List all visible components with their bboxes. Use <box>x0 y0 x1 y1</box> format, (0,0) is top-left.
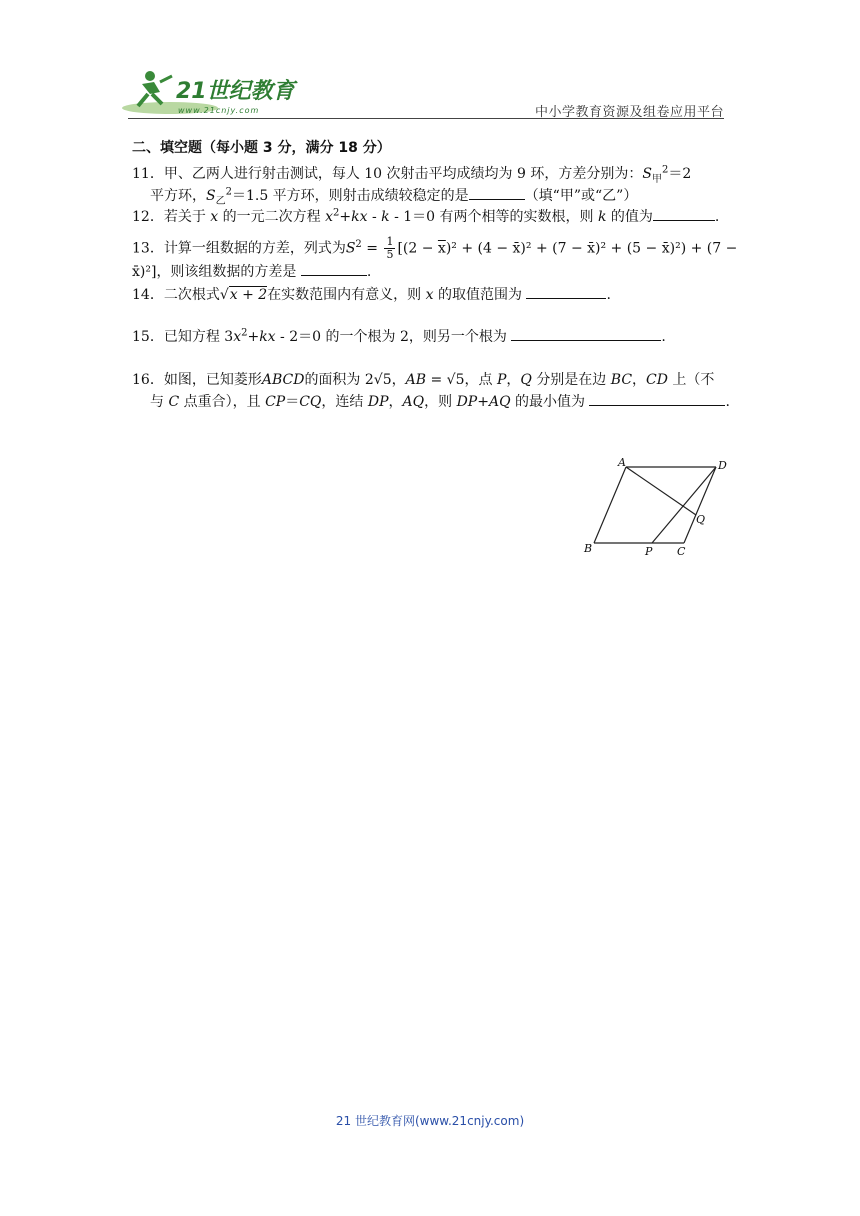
math-var: x <box>425 287 434 303</box>
math-op: - <box>367 209 382 225</box>
sqrt-radicand: x + 2 <box>229 287 268 303</box>
math-sup: 2 <box>333 207 340 219</box>
question-text: ，连结 <box>321 394 364 410</box>
svg-text:21世纪教育: 21世纪教育 <box>176 79 295 104</box>
math-var: kx <box>259 329 276 345</box>
question-text: ＝1.5 平方环，则射击成绩较稳定的是 <box>231 188 469 204</box>
answer-blank[interactable] <box>469 185 525 200</box>
platform-name: 中小学教育资源及组卷应用平台 <box>534 105 724 120</box>
fraction-numerator: 1 <box>386 235 394 248</box>
question-text: . <box>661 329 666 345</box>
question-text: 的最小值为 <box>515 394 585 410</box>
math-var: S <box>345 240 356 257</box>
question-text: ， <box>388 394 403 410</box>
math-op: = <box>361 240 383 257</box>
svg-text:www.21cnjy.com: www.21cnjy.com <box>178 106 260 115</box>
page-footer: 21 世纪教育网(www.21cnjy.com) <box>335 1114 525 1128</box>
math-var: P <box>496 372 507 388</box>
question-number: 12． <box>132 209 164 225</box>
page-header <box>0 0 860 125</box>
math-sub: 甲 <box>651 173 662 185</box>
question-15 <box>128 326 730 370</box>
label-a: A <box>618 456 626 469</box>
question-text: 若关于 <box>163 209 206 225</box>
math-var: x <box>233 329 242 345</box>
math-var: Q <box>520 372 532 388</box>
math-var: CP <box>265 394 286 410</box>
fraction <box>384 236 395 261</box>
site-logo <box>120 68 300 118</box>
question-text: 上（不 <box>672 372 715 388</box>
question-text: ，则 <box>424 394 453 410</box>
question-text: = √5，点 <box>426 372 493 388</box>
math-sup: 2 <box>661 164 669 176</box>
answer-blank[interactable] <box>526 284 606 299</box>
math-xbar: $\overline{x}$ <box>437 240 446 257</box>
question-text: . <box>725 394 730 410</box>
question-text: 计算一组数据的方差，列式为 <box>163 240 346 257</box>
fraction-denominator: 5 <box>386 248 394 261</box>
math-var: k <box>381 209 390 225</box>
math-var: DP+AQ <box>456 394 511 410</box>
question-text: 点重合），且 <box>183 394 261 410</box>
question-text: 的取值范围为 <box>438 287 522 303</box>
math-op: + <box>247 329 260 345</box>
math-expr: [(2 − <box>397 240 438 257</box>
math-sub: 乙 <box>215 195 226 207</box>
question-text: . <box>606 287 611 303</box>
question-text: - 2＝0 的一个根为 2，则另一个根为 <box>275 329 507 345</box>
question-number: 14． <box>132 287 164 303</box>
edge-dc <box>684 467 716 543</box>
label-q: Q <box>696 513 706 526</box>
math-var: S <box>206 188 216 204</box>
math-var: k <box>597 209 607 225</box>
question-text: 的一元二次方程 <box>222 209 321 225</box>
question-text: 的值为 <box>610 209 653 225</box>
math-op: + <box>339 209 352 225</box>
question-text: 如图，已知菱形 <box>163 372 262 388</box>
answer-blank[interactable] <box>653 206 715 221</box>
question-text: ， <box>632 372 647 388</box>
question-text: . <box>714 209 720 225</box>
math-var: CD <box>646 372 668 388</box>
question-section <box>128 138 738 420</box>
section-title: 二、填空题（每小题 3 分，满分 18 分） <box>132 140 391 156</box>
header-rule <box>128 118 724 119</box>
question-number: 13． <box>132 240 164 257</box>
math-sup: 2 <box>225 186 232 198</box>
question-text: - 1＝0 有两个相等的实数根，则 <box>389 209 594 225</box>
math-var: BC <box>610 372 633 388</box>
math-var: C <box>168 394 180 410</box>
question-text: 平方环， <box>150 188 206 204</box>
question-text: ＝ <box>285 394 300 410</box>
question-text: 在实数范围内有意义，则 <box>267 287 422 303</box>
answer-blank[interactable] <box>589 391 725 406</box>
question-text: 已知方程 3 <box>163 329 234 345</box>
question-text: ， <box>506 372 521 388</box>
math-var: CQ <box>299 394 322 410</box>
math-var: AQ <box>402 394 425 410</box>
segment-aq <box>626 467 696 515</box>
question-11 <box>128 164 730 206</box>
math-expr: x̄)²] <box>132 264 157 280</box>
answer-blank[interactable] <box>511 326 661 341</box>
math-var: kx <box>351 209 368 225</box>
segment-dp <box>652 467 716 543</box>
question-text: 与 <box>150 394 164 410</box>
answer-blank[interactable] <box>301 261 367 276</box>
question-16 <box>128 370 730 420</box>
math-sup: 2 <box>241 327 248 339</box>
question-12 <box>128 206 730 234</box>
rhombus-figure <box>580 455 730 560</box>
question-text: （填“甲”或“乙”） <box>524 188 638 204</box>
question-text: 的面积为 2√5， <box>304 372 406 388</box>
question-text: 分别是在边 <box>536 372 607 388</box>
question-text: 甲、乙两人进行射击测试，每人 10 次射击平均成绩均为 9 环，方差分别为： <box>163 166 643 182</box>
question-number: 15． <box>132 329 164 345</box>
math-var: DP <box>367 394 389 410</box>
question-text: ＝2 <box>668 166 692 182</box>
label-d: D <box>718 459 727 472</box>
question-text: 二次根式 <box>163 287 220 303</box>
label-c: C <box>677 545 686 558</box>
math-var: x <box>210 209 219 225</box>
math-var: AB <box>405 372 427 388</box>
math-var: ABCD <box>261 372 305 388</box>
question-14: 14．二次根式√x + 2在实数范围内有意义，则 x 的取值范围为 . <box>128 284 730 326</box>
label-b: B <box>584 542 593 555</box>
label-p: P <box>645 545 653 558</box>
question-number: 11． <box>132 166 164 182</box>
question-text: . <box>366 264 372 280</box>
question-number: 16． <box>132 372 164 388</box>
math-var: S <box>642 166 652 182</box>
edge-ab <box>594 467 626 543</box>
math-expr: )² + (4 − x̄)² + (7 − x̄)² + (5 − x̄)²) + (7 − <box>445 240 738 257</box>
math-var: x <box>325 209 333 225</box>
question-13 <box>128 234 738 284</box>
question-text: ，则该组数据的方差是 <box>156 264 297 280</box>
math-sup: 2 <box>355 238 362 250</box>
